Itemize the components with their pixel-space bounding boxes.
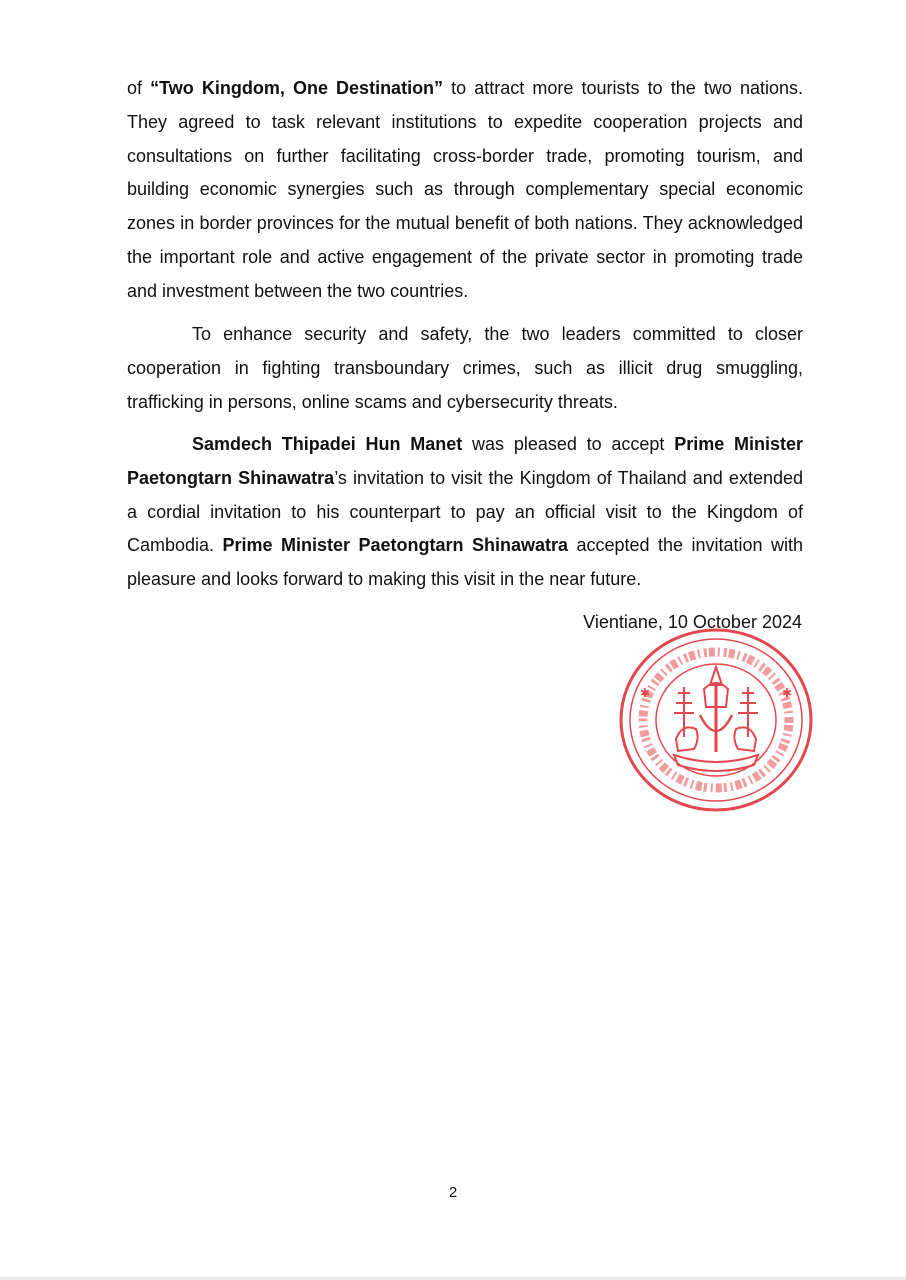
paragraph-security xyxy=(127,318,803,419)
text-run: was pleased to accept xyxy=(462,434,675,454)
name-bold: Samdech Thipadei Hun Manet xyxy=(192,434,463,454)
paragraph-invitation xyxy=(127,428,803,597)
place-and-date: Vientiane, 10 October 2024 xyxy=(583,612,802,632)
text-run: To enhance security and safety, the two leaders committed to closer cooperation in fighting transboundary crimes, such as illicit drug smuggling, trafficking in persons, online scams and cybersecurity threats. xyxy=(127,324,803,412)
text-run: accepted the invitation with pleasure and looks forward to making this visit in the near future. xyxy=(127,535,803,590)
svg-text:✱: ✱ xyxy=(782,686,793,700)
text-run: to attract more tourists to the two nations. They agreed to task relevant institutions to expedite cooperation projects and consultations on further facilitating cross-border trade, promoting tourism, and building economic synergies such as through complementary special economic zones in border provinces for the mutual benefit of both nations. They acknowledged the important role and active engagement of the private sector in promoting trade and investment between the two countries. xyxy=(127,78,803,301)
page-number: 2 xyxy=(448,1184,458,1201)
text-run: ’s invitation to visit the Kingdom of Thailand and extended a cordial invitation to his counterpart to pay an official visit to the Kingdom of Cambodia. xyxy=(127,467,803,556)
royal-seal-icon xyxy=(618,627,814,813)
text-run: of xyxy=(127,78,151,98)
paragraph-tourism-trade xyxy=(127,72,803,309)
name-bold: Prime Minister Paetongtarn Shinawatra xyxy=(222,535,568,556)
slogan-bold: “Two Kingdom, One Destination” xyxy=(150,78,444,98)
name-bold: Prime Minister Paetongtarn Shinawatra xyxy=(127,434,803,488)
svg-text:✱: ✱ xyxy=(640,686,651,700)
